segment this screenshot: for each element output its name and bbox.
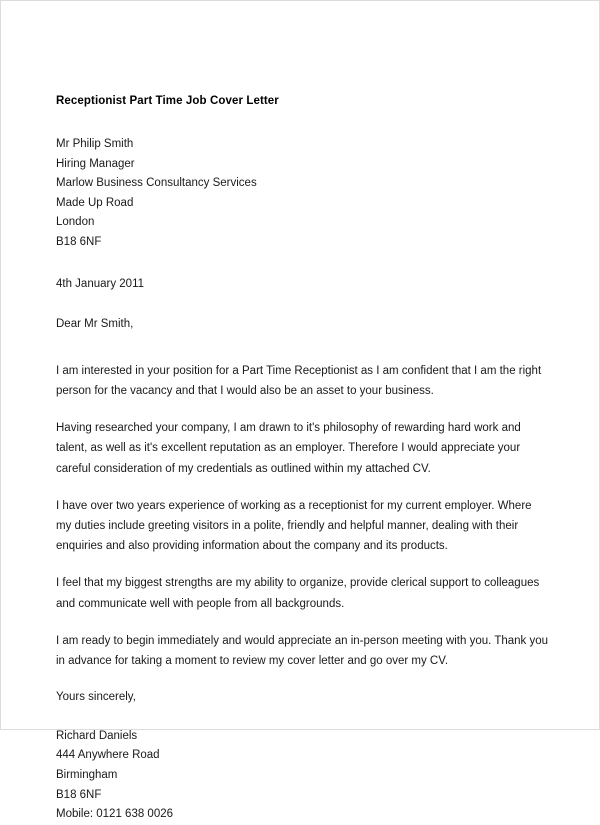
body-paragraph: I am interested in your position for a Part Time Receptionist as I am confident that I am the right person for the vacancy and that I would also be an asset to your business. [56,364,542,397]
body-paragraph: I am ready to begin immediately and would appreciate an in-person meeting with you. Thank you in advance for taking a moment to review my cover letter and go over my CV. [56,634,549,667]
page-title: Receptionist Part Time Job Cover Letter [56,95,279,107]
recipient-line: B18 6NF [56,235,102,248]
sender-phone: Mobile: 0121 638 0026 [56,808,174,821]
sender-signature-block [56,727,550,825]
body-paragraph: Having researched your company, I am drawn to it's philosophy of rewarding hard work and talent, as well as it's excellent reputation as an employer. Therefore I would appreciate your careful consideration of my credentials as outlined within my attached CV. [56,422,521,475]
recipient-line: Marlow Business Consultancy Services [56,177,257,190]
recipient-line: Hiring Manager [56,157,135,170]
recipient-line: Made Up Road [56,196,134,209]
letter-date: 4th January 2011 [56,277,145,290]
recipient-line: Mr Philip Smith [56,138,134,150]
sender-name: Richard Daniels [56,729,138,742]
body-paragraph: I feel that my biggest strengths are my ability to organize, provide clerical support to colleagues and communicate well with people from all backgrounds. [56,577,540,610]
closing-line: Yours sincerely, [56,691,136,704]
salutation: Dear Mr Smith, [56,318,134,331]
recipient-address-block [56,135,550,253]
sender-line: B18 6NF [56,788,102,801]
sender-line: Birmingham [56,768,118,781]
body-paragraph: I have over two years experience of working as a receptionist for my current employer. Where my duties include greeting visitors in a polite, friendly and helpful manner, dealing with their enquiries and also providing information about the company and its products. [56,499,532,553]
recipient-line: London [56,216,95,229]
cover-letter [56,93,550,825]
sender-line: 444 Anywhere Road [56,749,160,762]
